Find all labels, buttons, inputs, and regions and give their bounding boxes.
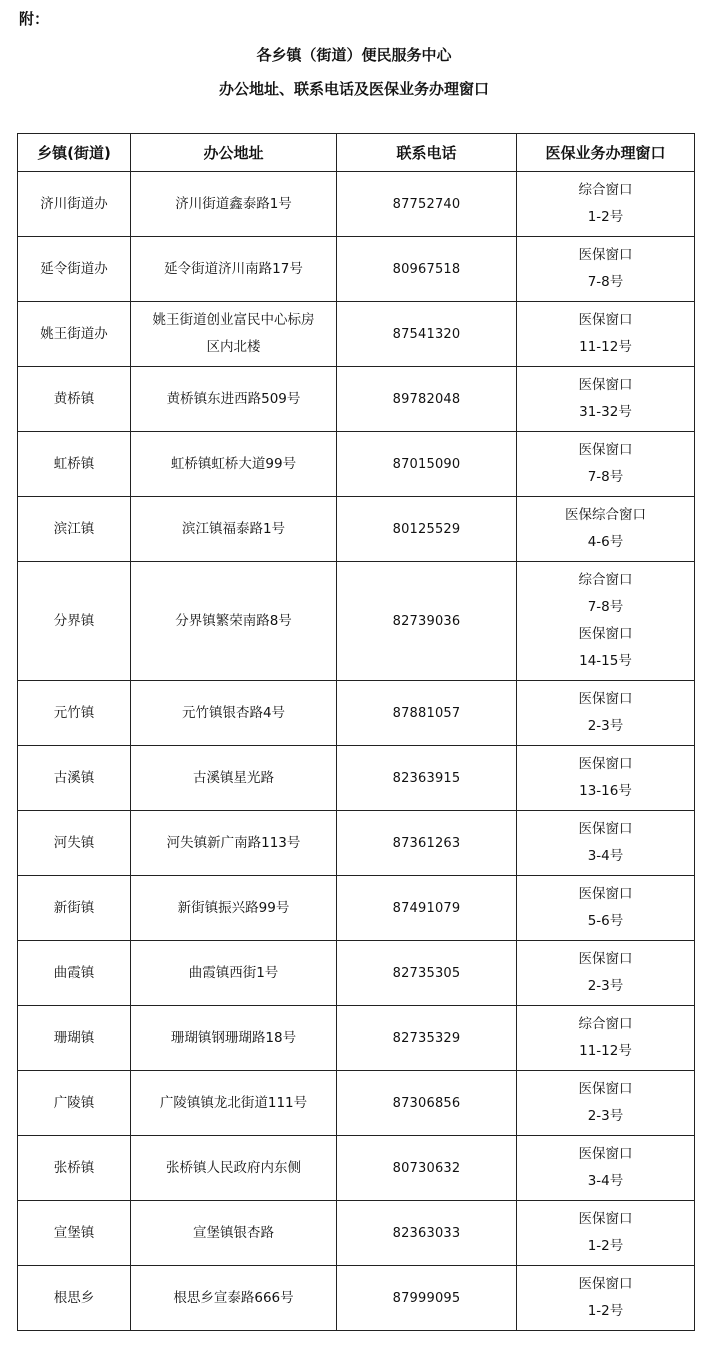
cell-address: [131, 497, 337, 562]
window-line: 5-6号: [587, 913, 624, 929]
cell-window: [517, 811, 695, 876]
table-header-row: [18, 134, 695, 172]
table-row: [18, 302, 695, 367]
address-line: 根思乡宣泰路666号: [173, 1289, 294, 1306]
cell-phone: 87015090: [337, 432, 517, 497]
cell-window: [517, 876, 695, 941]
cell-phone: 80125529: [337, 497, 517, 562]
table-row: [18, 746, 695, 811]
cell-address: [131, 562, 337, 681]
cell-window: [517, 1266, 695, 1331]
cell-window: [517, 1071, 695, 1136]
window-line: 医保窗口: [578, 756, 633, 772]
cell-town: 张桥镇: [18, 1136, 131, 1201]
address-line: 宣堡镇银杏路: [193, 1224, 274, 1241]
cell-window: [517, 562, 695, 681]
cell-window: [517, 172, 695, 237]
cell-town: 虹桥镇: [18, 432, 131, 497]
cell-address: [131, 1136, 337, 1201]
address-line: 曲霞镇西街1号: [188, 964, 279, 981]
window-line: 14-15号: [579, 653, 632, 669]
cell-town: 河失镇: [18, 811, 131, 876]
cell-town: 宣堡镇: [18, 1201, 131, 1266]
window-line: 医保窗口: [578, 691, 633, 707]
table-row: [18, 1136, 695, 1201]
table-row: [18, 1266, 695, 1331]
window-line: 医保窗口: [578, 377, 633, 393]
cell-window: [517, 1006, 695, 1071]
table-row: [18, 367, 695, 432]
window-line: 医保窗口: [578, 1211, 633, 1227]
cell-phone: 80967518: [337, 237, 517, 302]
cell-address: [131, 1006, 337, 1071]
window-line: 综合窗口: [578, 1016, 633, 1032]
column-header-town: 乡镇(街道): [18, 134, 131, 172]
window-line: 1-2号: [587, 1303, 624, 1319]
cell-phone: 87999095: [337, 1266, 517, 1331]
table-row: [18, 1201, 695, 1266]
cell-address: [131, 681, 337, 746]
cell-window: [517, 302, 695, 367]
address-line: 广陵镇镇龙北街道111号: [159, 1094, 308, 1111]
address-line: 延令街道济川南路17号: [164, 260, 303, 277]
cell-address: [131, 746, 337, 811]
cell-town: 滨江镇: [18, 497, 131, 562]
address-line: 元竹镇银杏路4号: [181, 704, 286, 721]
window-line: 3-4号: [587, 1173, 624, 1189]
cell-address: [131, 941, 337, 1006]
cell-address: [131, 367, 337, 432]
cell-phone: 87491079: [337, 876, 517, 941]
table-row: [18, 681, 695, 746]
address-line: 滨江镇福泰路1号: [181, 520, 286, 537]
window-line: 综合窗口: [578, 182, 633, 198]
cell-address: [131, 876, 337, 941]
table-row: [18, 876, 695, 941]
address-line: 河失镇新广南路113号: [166, 834, 301, 851]
window-line: 医保窗口: [578, 247, 633, 263]
table-row: [18, 811, 695, 876]
address-line: 黄桥镇东进西路509号: [166, 390, 301, 407]
window-line: 医保窗口: [578, 312, 633, 328]
cell-phone: 87541320: [337, 302, 517, 367]
column-header-window: 医保业务办理窗口: [517, 134, 695, 172]
window-line: 7-8号: [587, 469, 624, 485]
window-line: 2-3号: [587, 978, 624, 994]
cell-address: [131, 1071, 337, 1136]
table-row: [18, 172, 695, 237]
cell-window: [517, 237, 695, 302]
window-line: 4-6号: [587, 534, 624, 550]
document-title: 各乡镇（街道）便民服务中心: [256, 46, 452, 64]
cell-town: 根思乡: [18, 1266, 131, 1331]
window-line: 13-16号: [579, 783, 632, 799]
service-center-table: [17, 133, 695, 1331]
cell-phone: 82363915: [337, 746, 517, 811]
cell-town: 姚王街道办: [18, 302, 131, 367]
cell-window: [517, 746, 695, 811]
window-line: 1-2号: [587, 1238, 624, 1254]
cell-address: [131, 1201, 337, 1266]
table-row: [18, 432, 695, 497]
window-line: 综合窗口: [578, 572, 633, 588]
cell-phone: 87306856: [337, 1071, 517, 1136]
cell-phone: 82735329: [337, 1006, 517, 1071]
address-line: 古溪镇星光路: [193, 769, 274, 786]
cell-town: 济川街道办: [18, 172, 131, 237]
cell-town: 曲霞镇: [18, 941, 131, 1006]
table-row: [18, 497, 695, 562]
address-line: 区内北楼: [206, 339, 261, 355]
window-line: 1-2号: [587, 209, 624, 225]
cell-window: [517, 497, 695, 562]
cell-address: [131, 237, 337, 302]
column-header-phone: 联系电话: [337, 134, 517, 172]
cell-phone: 87881057: [337, 681, 517, 746]
cell-address: [131, 172, 337, 237]
cell-phone: 80730632: [337, 1136, 517, 1201]
window-line: 31-32号: [579, 404, 632, 420]
address-line: 新街镇振兴路99号: [177, 899, 290, 916]
window-line: 11-12号: [579, 339, 632, 355]
cell-phone: 82363033: [337, 1201, 517, 1266]
window-line: 医保窗口: [578, 1276, 633, 1292]
window-line: 7-8号: [587, 274, 624, 290]
window-line: 医保窗口: [578, 1081, 633, 1097]
cell-town: 分界镇: [18, 562, 131, 681]
document-subtitle: 办公地址、联系电话及医保业务办理窗口: [218, 80, 489, 98]
cell-town: 广陵镇: [18, 1071, 131, 1136]
address-line: 珊瑚镇钢珊瑚路18号: [170, 1029, 297, 1046]
cell-window: [517, 681, 695, 746]
annex-label: 附：: [19, 10, 50, 28]
cell-phone: 87752740: [337, 172, 517, 237]
cell-window: [517, 367, 695, 432]
cell-address: [131, 1266, 337, 1331]
cell-phone: 87361263: [337, 811, 517, 876]
cell-town: 古溪镇: [18, 746, 131, 811]
window-line: 3-4号: [587, 848, 624, 864]
address-line: 虹桥镇虹桥大道99号: [170, 455, 297, 472]
cell-town: 新街镇: [18, 876, 131, 941]
window-line: 11-12号: [579, 1043, 632, 1059]
address-line: 分界镇繁荣南路8号: [175, 612, 292, 629]
window-line: 医保窗口: [578, 626, 633, 642]
cell-window: [517, 1136, 695, 1201]
window-line: 医保综合窗口: [565, 507, 646, 523]
cell-phone: 82739036: [337, 562, 517, 681]
window-line: 医保窗口: [578, 821, 633, 837]
table-row: [18, 237, 695, 302]
cell-window: [517, 1201, 695, 1266]
table-body: [18, 172, 695, 1331]
cell-town: 珊瑚镇: [18, 1006, 131, 1071]
address-line: 张桥镇人民政府内东侧: [166, 1159, 301, 1176]
cell-address: [131, 811, 337, 876]
cell-address: [131, 432, 337, 497]
window-line: 医保窗口: [578, 951, 633, 967]
cell-town: 元竹镇: [18, 681, 131, 746]
table-row: [18, 1071, 695, 1136]
cell-phone: 82735305: [337, 941, 517, 1006]
window-line: 2-3号: [587, 1108, 624, 1124]
window-line: 医保窗口: [578, 442, 633, 458]
window-line: 医保窗口: [578, 1146, 633, 1162]
cell-town: 延令街道办: [18, 237, 131, 302]
cell-address: [131, 302, 337, 367]
column-header-address: 办公地址: [131, 134, 337, 172]
window-line: 7-8号: [587, 599, 624, 615]
table-row: [18, 941, 695, 1006]
window-line: 医保窗口: [578, 886, 633, 902]
address-line: 济川街道鑫泰路1号: [175, 195, 292, 212]
table-row: [18, 1006, 695, 1071]
table-row: [18, 562, 695, 681]
address-line: 姚王街道创业富民中心标房: [152, 312, 315, 328]
cell-window: [517, 432, 695, 497]
cell-window: [517, 941, 695, 1006]
cell-phone: 89782048: [337, 367, 517, 432]
window-line: 2-3号: [587, 718, 624, 734]
cell-town: 黄桥镇: [18, 367, 131, 432]
